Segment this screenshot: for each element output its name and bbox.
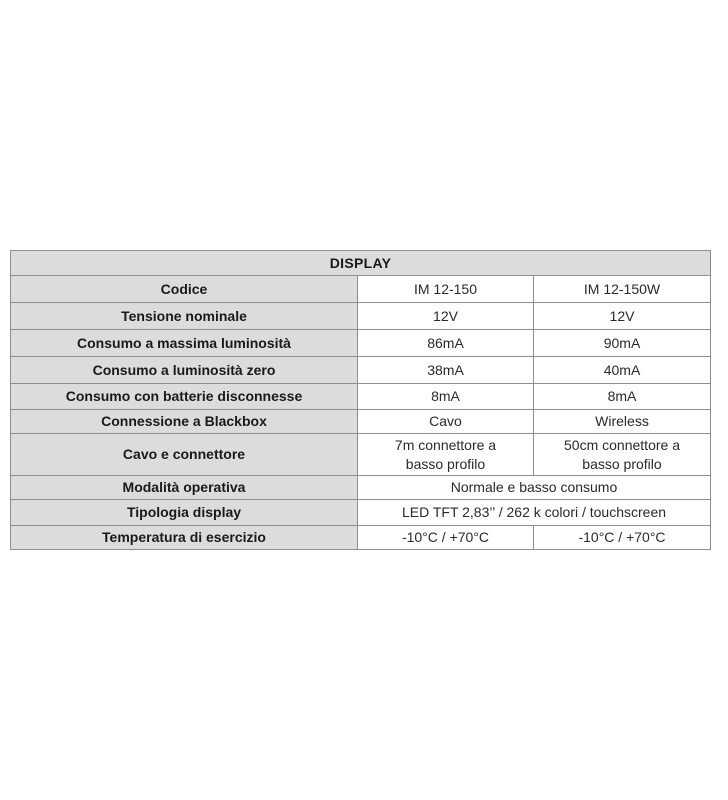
table-row [11, 410, 711, 434]
table-row [11, 500, 711, 526]
table-row [11, 330, 711, 357]
row-value: -10°C / +70°C [534, 526, 711, 550]
row-value-merged: LED TFT 2,83’’ / 262 k colori / touchscreen [358, 500, 711, 526]
row-value [358, 434, 534, 476]
table-row [11, 476, 711, 500]
value-line: basso profilo [582, 455, 662, 472]
specs-table [10, 250, 711, 550]
row-label: Consumo a massima luminosità [11, 330, 358, 357]
row-value: IM 12-150W [534, 276, 711, 303]
row-label: Tensione nominale [11, 303, 358, 330]
row-label: Tipologia display [11, 500, 358, 526]
row-value: -10°C / +70°C [358, 526, 534, 550]
table-title-row [11, 251, 711, 276]
row-value: 8mA [358, 384, 534, 410]
table-row [11, 434, 711, 476]
table-row [11, 384, 711, 410]
row-value: 12V [534, 303, 711, 330]
row-value: 40mA [534, 357, 711, 384]
row-value [534, 434, 711, 476]
row-value: 38mA [358, 357, 534, 384]
table-title: DISPLAY [11, 251, 711, 276]
value-line: basso profilo [405, 455, 486, 472]
table-row [11, 276, 711, 303]
row-label: Consumo a luminosità zero [11, 357, 358, 384]
value-line: 7m connettore a [394, 436, 497, 453]
table-row [11, 357, 711, 384]
row-value: Cavo [358, 410, 534, 434]
row-label: Consumo con batterie disconnesse [11, 384, 358, 410]
row-value: 8mA [534, 384, 711, 410]
table-row [11, 303, 711, 330]
table-row [11, 526, 711, 550]
row-label: Cavo e connettore [11, 434, 358, 476]
value-line: 50cm connettore a [564, 436, 680, 453]
row-value-merged: Normale e basso consumo [358, 476, 711, 500]
row-value: IM 12-150 [358, 276, 534, 303]
row-value: Wireless [534, 410, 711, 434]
row-label: Codice [11, 276, 358, 303]
row-value: 12V [358, 303, 534, 330]
row-label: Temperatura di esercizio [11, 526, 358, 550]
row-label: Modalità operativa [11, 476, 358, 500]
row-value: 90mA [534, 330, 711, 357]
row-value: 86mA [358, 330, 534, 357]
row-label: Connessione a Blackbox [11, 410, 358, 434]
